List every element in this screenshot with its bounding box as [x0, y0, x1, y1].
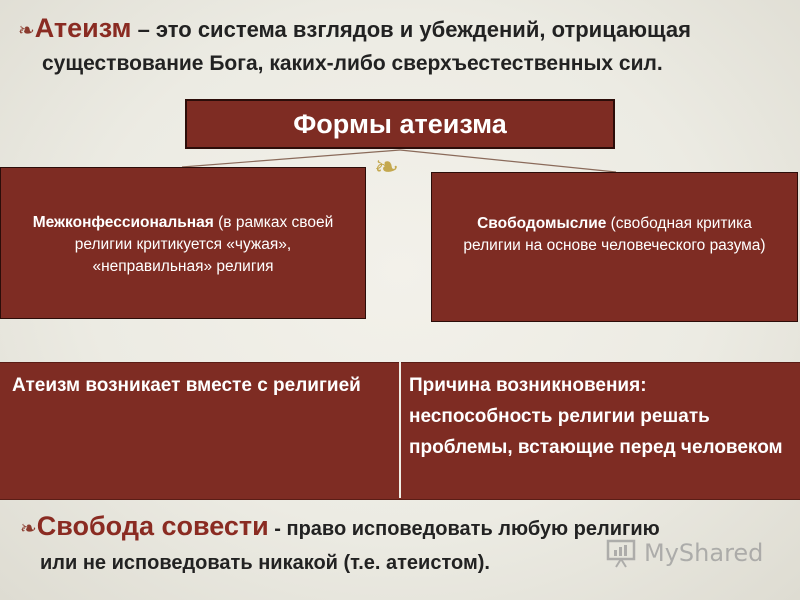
freethought-box	[431, 172, 798, 322]
definition-text-1: – это система взглядов и убеждений, отрицающая	[131, 17, 691, 42]
fleuron-ornament-icon: ❧	[374, 150, 400, 185]
interconfessional-title: Межконфессиональная	[32, 214, 214, 231]
freedom-text-1: - право исповедовать любую религию	[268, 518, 660, 540]
definition-term: Атеизм	[34, 13, 132, 43]
forms-title: Формы атеизма	[185, 99, 615, 149]
watermark-text: MyShared	[644, 539, 764, 567]
freedom-term: Свобода совести	[36, 511, 269, 541]
table-cell-left: Атеизм возникает вместе с религией	[12, 375, 361, 396]
freethought-description: (свободная критика религии на основе человеческого разума)	[463, 215, 766, 254]
table-cell-right: Причина возникновения: неспособность религии решать проблемы, встающие перед человеком	[409, 375, 783, 458]
connector-left	[182, 150, 400, 167]
presentation-icon	[606, 538, 638, 568]
watermark	[606, 538, 763, 568]
connector-right	[400, 150, 616, 172]
definition-line-2: существование Бога, каких-либо сверхъестественных сил.	[42, 52, 663, 75]
fleuron-bullet-icon: ❧	[18, 18, 35, 42]
interconfessional-box	[0, 167, 366, 319]
freedom-line-2: или не исповедовать никакой (т.е. атеистом).	[40, 552, 490, 574]
fleuron-bullet-icon: ❧	[20, 516, 37, 540]
freethought-title: Свободомыслие	[477, 215, 607, 232]
interconfessional-description: (в рамках своей религии критикуется «чужая», «неправильная» религия	[74, 214, 334, 275]
